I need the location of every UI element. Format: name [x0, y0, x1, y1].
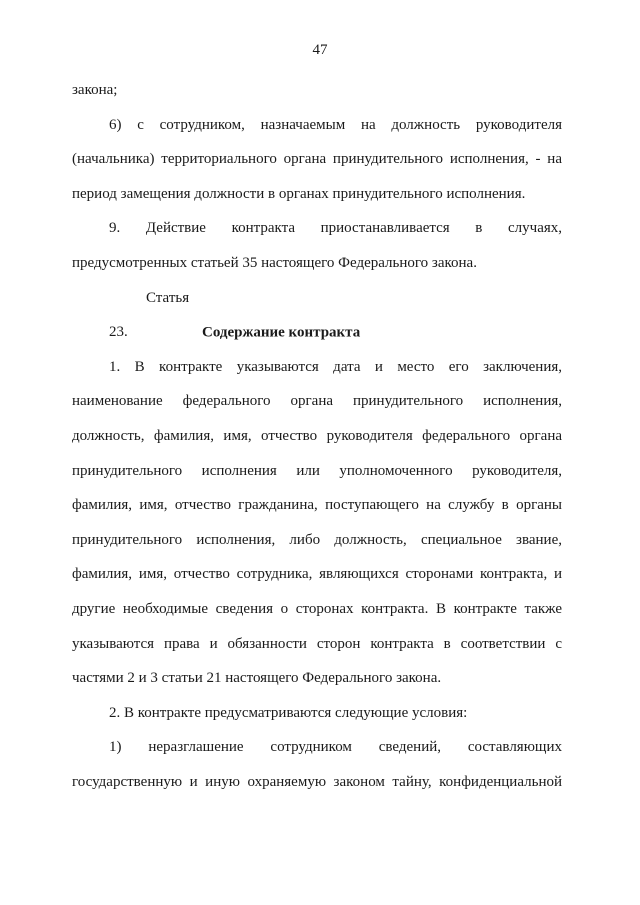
paragraph-item-6: 6) с сотрудником, назначаемым на должность руководителя (начальника) территориального органа принудительного исполнения, - на период замещения должности в органах принудительного исполнения. [72, 116, 562, 202]
paragraph-condition-1: 1) неразглашение сотрудником сведений, составляющих государственную и иную охраняемую законом тайну, конфиденциальной [72, 739, 562, 790]
article-number: Статья 23. [109, 289, 190, 341]
article-heading [72, 281, 562, 350]
paragraph-item-9: 9. Действие контракта приостанавливается в случаях, предусмотренных статьей 35 настоящего Федерального закона. [72, 220, 562, 271]
paragraph-zakona: закона; [72, 82, 118, 98]
article-title: Содержание контракта [202, 324, 361, 341]
page-number: 47 [312, 42, 328, 58]
paragraph-clause-2: 2. В контракте предусматриваются следующие условия: [109, 704, 468, 721]
document-body [72, 73, 562, 799]
paragraph-clause-1: 1. В контракте указываются дата и место его заключения, наименование федерального органа принудительного исполнения, должность, фамилия, имя, отчество руководителя федерального органа принудительного исполнения или уполномоченного руководителя, фамилия, имя, отчество гражданина, поступающего на службу в органы принудительного исполнения, либо должность, специальное звание, фамилия, имя, отчество сотрудника, являющихся сторонами контракта, и другие необходимые сведения о сторонах контракта. В контракте также указываются права и обязанности сторон контракта в соответствии с частями 2 и 3 статьи 21 настоящего Федерального закона. [72, 358, 562, 687]
